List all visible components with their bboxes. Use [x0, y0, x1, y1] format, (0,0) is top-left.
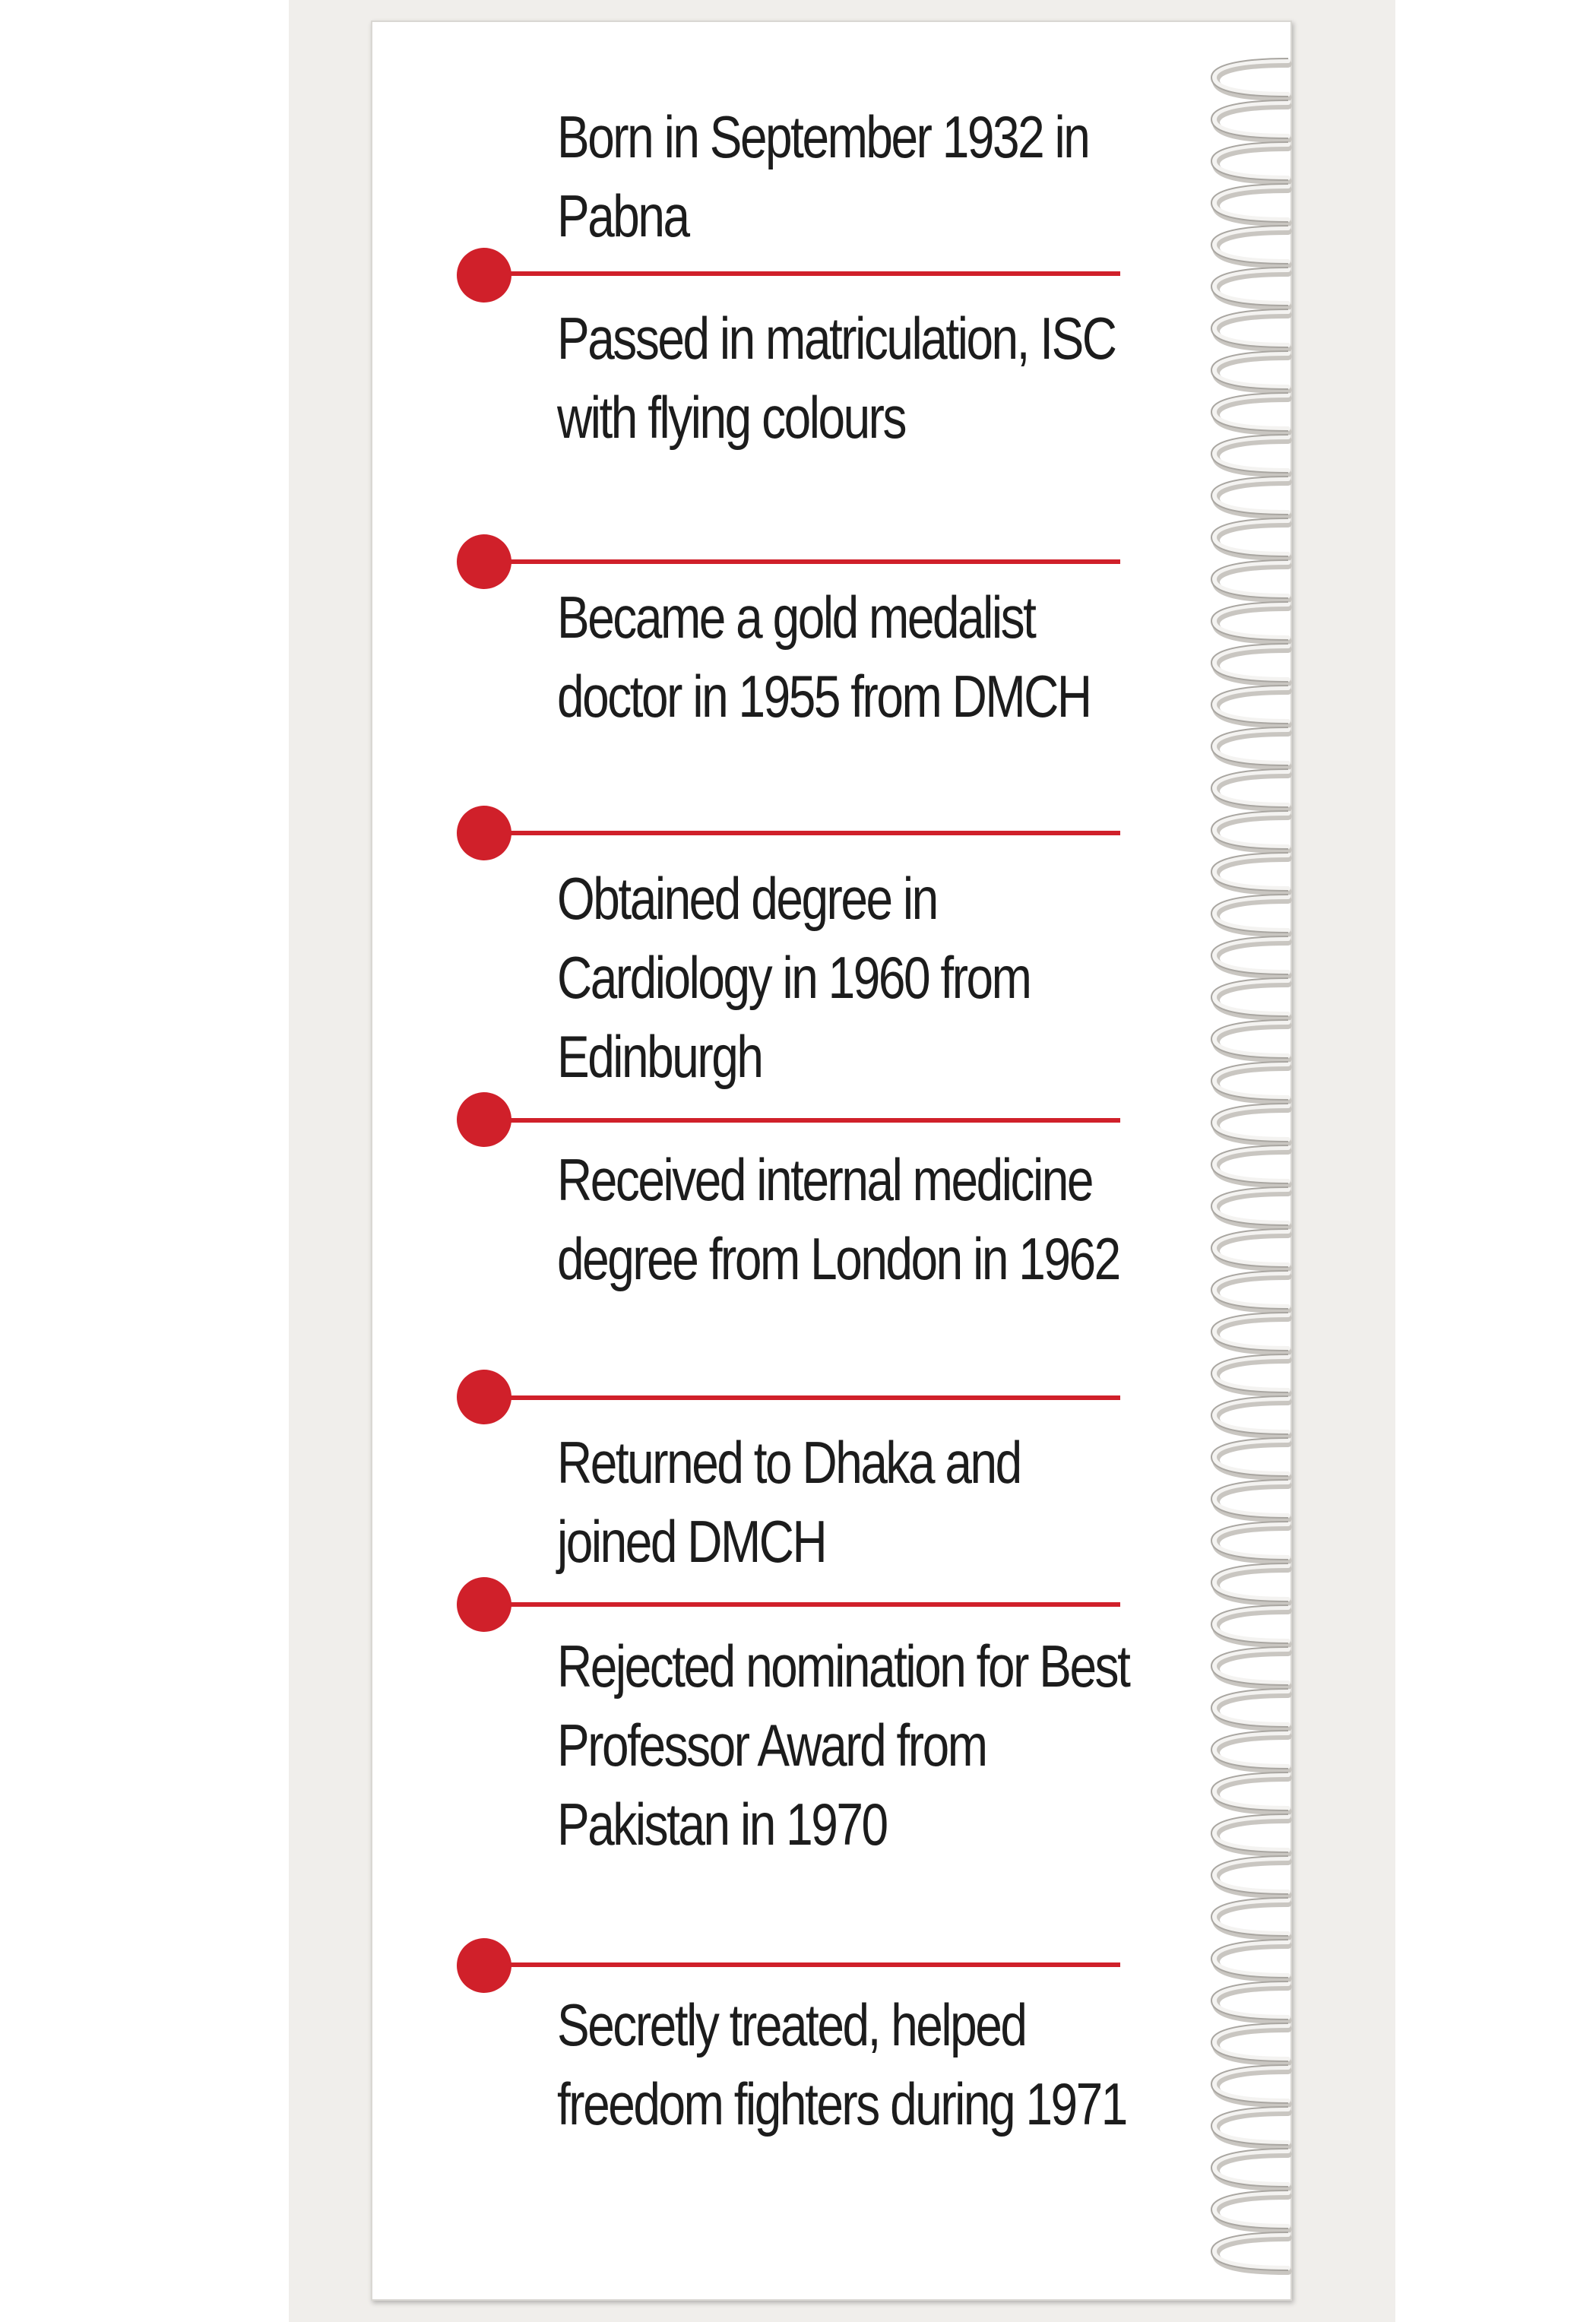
timeline-event-4: Obtained degree in Cardiology in 1960 from Edinburgh: [557, 865, 1031, 1090]
timeline-event-2: Passed in matriculation, ISC with flying colours: [557, 305, 1116, 451]
timeline-event-6: Returned to Dhaka and joined DMCH: [557, 1429, 1021, 1575]
timeline-divider-2: [485, 559, 1120, 564]
timeline-event-7: Rejected nomination for Best Professor Award from Pakistan in 1970: [557, 1633, 1129, 1858]
timeline-divider-4: [485, 1118, 1120, 1123]
timeline-divider-7: [485, 1962, 1120, 1967]
timeline-divider-1: [485, 271, 1120, 276]
timeline-divider-5: [485, 1395, 1120, 1400]
timeline-event-5: Received internal medicine degree from London in 1962: [557, 1146, 1119, 1292]
timeline-event-3: Became a gold medalist doctor in 1955 from DMCH: [557, 584, 1091, 730]
timeline-divider-6: [485, 1602, 1120, 1607]
timeline-divider-3: [485, 831, 1120, 835]
timeline-event-1: Born in September 1932 in Pabna: [557, 103, 1089, 249]
timeline-event-8: Secretly treated, helped freedom fighters during 1971: [557, 1991, 1126, 2137]
